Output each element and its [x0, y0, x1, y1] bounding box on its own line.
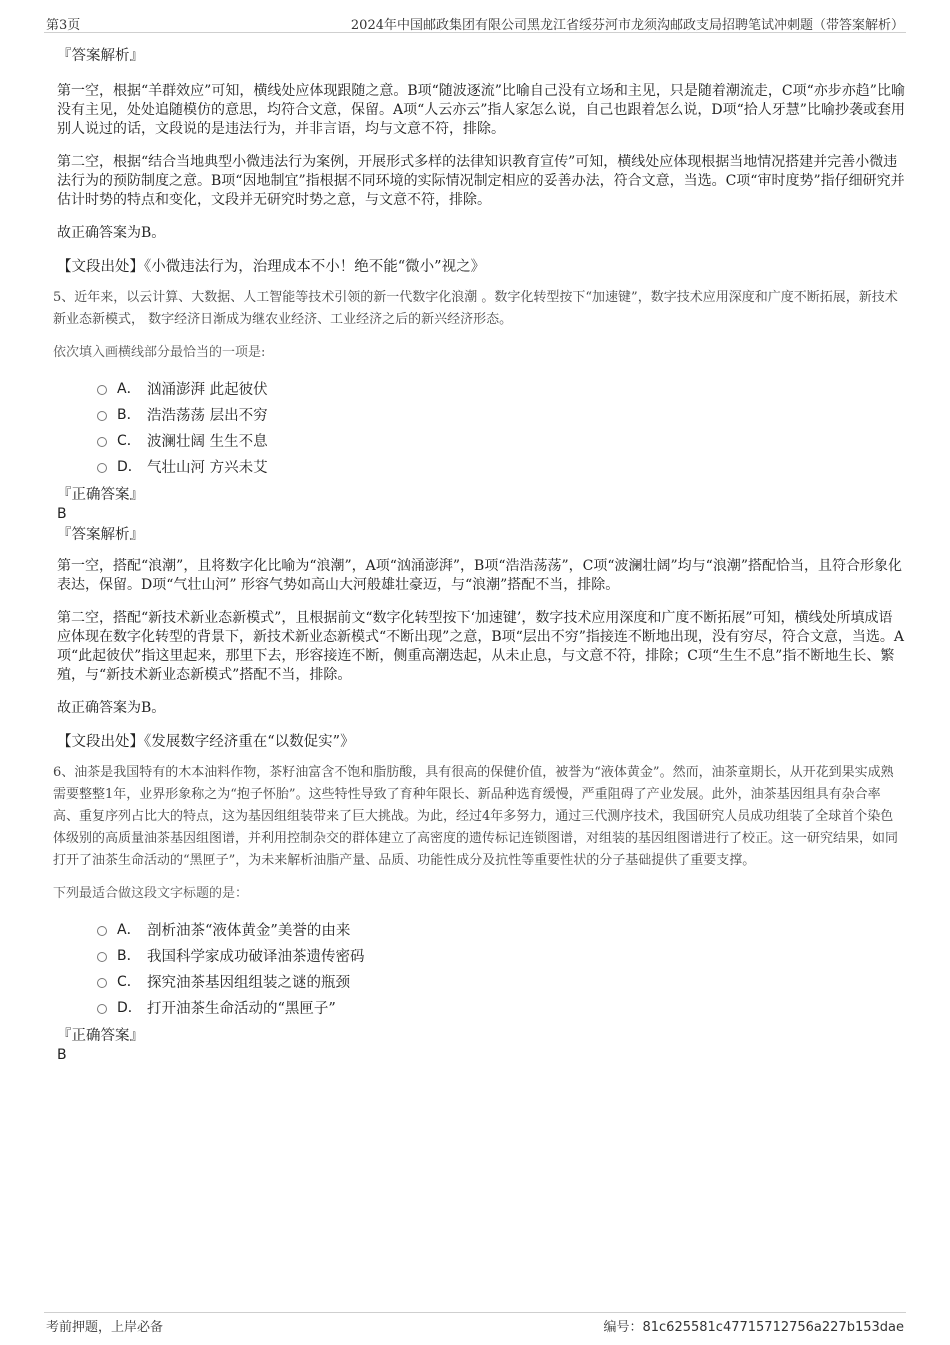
analysis-label: 『答案解析』: [57, 527, 144, 543]
option-list: [57, 916, 906, 1020]
option-a[interactable]: A． 剖析油茶“液体黄金”美誉的由来: [57, 916, 906, 942]
source-citation: 【文段出处】《发展数字经济重在“以数促实”》: [57, 734, 355, 750]
correct-answer: B: [57, 1047, 67, 1063]
document-title: 2024年中国邮政集团有限公司黑龙江省绥芬河市龙须沟邮政支局招聘笔试冲刺题（带答案解析）: [350, 18, 904, 33]
analysis-paragraph: 第一空，搭配“浪潮”，且将数字化比喻为“浪潮”，A项“汹涌澎湃”，B项“浩浩荡荡”，C项“波澜壮阔”均与“浪潮”搭配恰当，且符合形象化表达，保留。D项“气壮山河” 形容气势如高山大河般雄壮豪迈，与“浪潮”搭配不当，排除。: [57, 558, 902, 593]
footer-slogan: 考前押题，上岸必备: [46, 1320, 164, 1335]
option-c[interactable]: C． 探究油茶基因组组装之谜的瓶颈: [57, 968, 906, 994]
correct-answer-label: 『正确答案』: [57, 487, 144, 503]
correct-answer: B: [57, 506, 67, 522]
option-b[interactable]: B． 浩浩荡荡 层出不穷: [57, 401, 906, 427]
analysis-paragraph: 第一空，根据“羊群效应”可知，横线处应体现跟随之意。B项“随波逐流”比喻自己没有立场和主见，只是随着潮流走，C项“亦步亦趋”比喻没有主见，处处追随模仿的意思，均符合文意，保留。A项“人云亦云”指人家怎么说，自己也跟着怎么说，D项“拾人牙慧”比喻抄袭或套用别人说过的话，文段说的是违法行为，并非言语，均与文意不符，排除。: [57, 83, 905, 137]
question-prompt: 下列最适合做这段文字标题的是：: [53, 886, 249, 901]
analysis-paragraph: 第二空，根据“结合当地典型小微违法行为案例，开展形式多样的法律知识教育宣传”可知，横线处应体现根据当地情况搭建并完善小微违法行为的预防制度之意。B项“因地制宜”指根据不同环境的实际情况制定相应的妥善办法，符合文意，当选。C项“审时度势”指仔细研究并估计时势的特点和变化，文段并无研究时势之意，与文意不符，排除。: [57, 154, 905, 208]
conclusion: 故正确答案为B。: [57, 225, 166, 241]
radio-icon[interactable]: [97, 437, 107, 447]
radio-icon[interactable]: [97, 463, 107, 473]
option-a[interactable]: A． 汹涌澎湃 此起彼伏: [57, 375, 906, 401]
source-citation: 【文段出处】《小微违法行为，治理成本不小！绝不能“微小”视之》: [57, 259, 486, 275]
analysis-paragraph: 第二空，搭配“新技术新业态新模式”，且根据前文“数字化转型按下‘加速键’，数字技术应用深度和广度不断拓展”可知，横线处所填成语应体现在数字化转型的背景下，新技术新业态新模式“不断出现”之意，B项“层出不穷”指接连不断地出现，没有穷尽，符合文意，当选。A项“此起彼伏”指这里起来，那里下去，形容接连不断，侧重高潮迭起，从未止息，与文意不符，排除；C项“生生不息”指不断地生长、繁殖，与“新技术新业态新模式”搭配不当，排除。: [57, 610, 905, 683]
question-stem: 5、近年来，以云计算、大数据、人工智能等技术引领的新一代数字化浪潮 。数字化转型按下“加速键”，数字技术应用深度和广度不断拓展，新技术新业态新模式， 数字经济日渐成为继农业经济、工业经济之后的新兴经济形态。: [53, 290, 898, 327]
radio-icon[interactable]: [97, 1004, 107, 1014]
question-prompt: 依次填入画横线部分最恰当的一项是:: [53, 345, 266, 360]
page-footer: [44, 1312, 906, 1333]
page-content: [53, 44, 906, 1064]
radio-icon[interactable]: [97, 978, 107, 988]
analysis-label: 『答案解析』: [57, 48, 144, 64]
option-b[interactable]: B． 我国科学家成功破译油茶遗传密码: [57, 942, 906, 968]
option-c[interactable]: C． 波澜壮阔 生生不息: [57, 427, 906, 453]
document-code: 编号：81c625581c47715712756a227b153dae: [603, 1320, 904, 1335]
option-d[interactable]: D． 气壮山河 方兴未艾: [57, 453, 906, 479]
option-d[interactable]: D． 打开油茶生命活动的“黑匣子”: [57, 994, 906, 1020]
question-stem: 6、油茶是我国特有的木本油料作物，茶籽油富含不饱和脂肪酸，具有很高的保健价值，被誉为“液体黄金”。然而，油茶童期长，从开花到果实成熟需要整整1年，业界形象称之为“抱子怀胎”。这些特性导致了育种年限长、新品种选育缓慢，严重阻碍了产业发展。此外，油茶基因组具有杂合率高、重复序列占比大的特点，这为基因组组装带来了巨大挑战。为此，经过4年多努力，通过三代测序技术，我国研究人员成功组装了全球首个染色体级别的高质量油茶基因组图谱，并利用控制杂交的群体建立了高密度的遗传标记连锁图谱，对组装的基因组图谱进行了校正。这一研究结果，如同打开了油茶生命活动的“黑匣子”，为未来解析油脂产量、品质、功能性成分及抗性等重要性状的分子基础提供了重要支撑。: [53, 765, 899, 868]
option-list: [57, 375, 906, 479]
conclusion: 故正确答案为B。: [57, 700, 166, 716]
radio-icon[interactable]: [97, 411, 107, 421]
radio-icon[interactable]: [97, 952, 107, 962]
correct-answer-label: 『正确答案』: [57, 1028, 144, 1044]
page-number: 第3页: [46, 18, 81, 33]
radio-icon[interactable]: [97, 926, 107, 936]
page-header: [44, 12, 906, 33]
radio-icon[interactable]: [97, 385, 107, 395]
